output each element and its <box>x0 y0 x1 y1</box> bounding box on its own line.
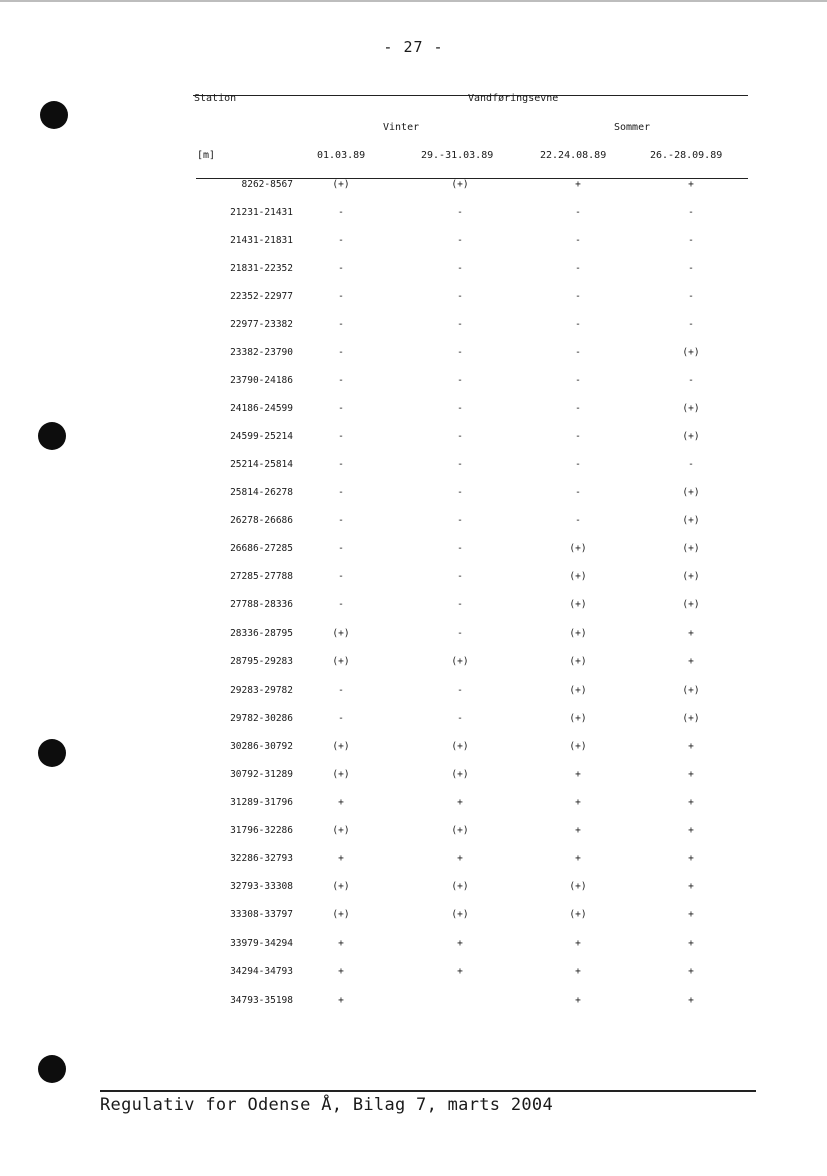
summer-2-cell: + <box>688 797 694 808</box>
punch-hole <box>40 101 68 129</box>
summer-1-cell: (+) <box>569 628 587 639</box>
table-row <box>188 347 748 361</box>
table-row <box>188 769 748 783</box>
table-row <box>188 966 748 980</box>
winter-1-cell: (+) <box>332 179 350 190</box>
summer-2-cell: (+) <box>682 571 700 582</box>
summer-1-cell: + <box>575 995 581 1006</box>
summer-1-cell: - <box>575 515 581 526</box>
winter-1-cell: - <box>338 571 344 582</box>
summer-1-cell: - <box>575 459 581 470</box>
winter-1-cell: - <box>338 599 344 610</box>
winter-1-cell: - <box>338 347 344 358</box>
station-cell: 26278-26686 <box>230 515 293 526</box>
punch-hole <box>38 1055 66 1083</box>
winter-1-cell: - <box>338 515 344 526</box>
station-cell: 21231-21431 <box>230 207 293 218</box>
summer-1-cell: (+) <box>569 599 587 610</box>
winter-2-cell: - <box>457 599 463 610</box>
summer-1-cell: - <box>575 319 581 330</box>
summer-2-cell: - <box>688 459 694 470</box>
summer-2-cell: + <box>688 628 694 639</box>
summer-1-cell: (+) <box>569 713 587 724</box>
winter-1-cell: - <box>338 685 344 696</box>
summer-2-cell: + <box>688 938 694 949</box>
table-row <box>188 543 748 557</box>
winter-1-cell: + <box>338 797 344 808</box>
summer-1-cell: + <box>575 825 581 836</box>
winter-2-cell: (+) <box>451 909 469 920</box>
station-cell: 32286-32793 <box>230 853 293 864</box>
winter-2-cell: - <box>457 207 463 218</box>
station-cell: 31796-32286 <box>230 825 293 836</box>
station-cell: 26686-27285 <box>230 543 293 554</box>
winter-2-cell: - <box>457 403 463 414</box>
summer-1-cell: - <box>575 235 581 246</box>
winter-2-cell: - <box>457 571 463 582</box>
winter-1-cell: (+) <box>332 909 350 920</box>
winter-2-cell: - <box>457 487 463 498</box>
winter-2-cell: - <box>457 685 463 696</box>
punch-hole <box>38 422 66 450</box>
footer-rule <box>100 1090 756 1092</box>
winter-2-cell: (+) <box>451 769 469 780</box>
summer-2-cell: (+) <box>682 599 700 610</box>
winter-1-cell: + <box>338 966 344 977</box>
table-row <box>188 797 748 811</box>
winter-2-cell: - <box>457 375 463 386</box>
summer-1-cell: - <box>575 403 581 414</box>
station-cell: 31289-31796 <box>230 797 293 808</box>
station-cell: 34793-35198 <box>230 995 293 1006</box>
summer-2-cell: + <box>688 881 694 892</box>
header-station: Station <box>194 93 237 104</box>
summer-1-cell: + <box>575 769 581 780</box>
winter-2-cell: (+) <box>451 825 469 836</box>
table-row <box>188 741 748 755</box>
station-cell: 23790-24186 <box>230 375 293 386</box>
summer-1-cell: + <box>575 966 581 977</box>
summer-2-cell: - <box>688 291 694 302</box>
winter-2-cell: (+) <box>451 881 469 892</box>
station-cell: 28336-28795 <box>230 628 293 639</box>
winter-2-cell: - <box>457 291 463 302</box>
summer-2-cell: (+) <box>682 431 700 442</box>
summer-2-cell: (+) <box>682 515 700 526</box>
winter-1-cell: - <box>338 263 344 274</box>
summer-2-cell: + <box>688 769 694 780</box>
summer-1-cell: - <box>575 347 581 358</box>
winter-2-cell: - <box>457 515 463 526</box>
table-row <box>188 235 748 249</box>
winter-1-cell: (+) <box>332 825 350 836</box>
header-vandforingsevne: Vandføringsevne <box>468 93 559 104</box>
winter-2-cell: - <box>457 235 463 246</box>
summer-2-cell: + <box>688 656 694 667</box>
summer-1-cell: - <box>575 375 581 386</box>
summer-1-cell: (+) <box>569 909 587 920</box>
station-cell: 30792-31289 <box>230 769 293 780</box>
summer-2-cell: + <box>688 995 694 1006</box>
winter-1-cell: - <box>338 319 344 330</box>
table-row <box>188 487 748 501</box>
summer-2-cell: + <box>688 825 694 836</box>
summer-2-cell: + <box>688 741 694 752</box>
table-row <box>188 938 748 952</box>
winter-2-cell: + <box>457 966 463 977</box>
station-cell: 22352-22977 <box>230 291 293 302</box>
table-row <box>188 571 748 585</box>
station-cell: 29283-29782 <box>230 685 293 696</box>
winter-2-cell: - <box>457 431 463 442</box>
winter-1-cell: - <box>338 235 344 246</box>
scan-top-edge <box>0 0 827 2</box>
summer-2-cell: + <box>688 966 694 977</box>
summer-1-cell: - <box>575 207 581 218</box>
winter-1-cell: - <box>338 207 344 218</box>
winter-1-cell: + <box>338 995 344 1006</box>
winter-1-cell: - <box>338 487 344 498</box>
winter-2-cell: - <box>457 713 463 724</box>
station-cell: 27788-28336 <box>230 599 293 610</box>
header-winter: Vinter <box>383 122 420 133</box>
station-cell: 22977-23382 <box>230 319 293 330</box>
summer-1-cell: (+) <box>569 571 587 582</box>
station-cell: 30286-30792 <box>230 741 293 752</box>
summer-2-cell: + <box>688 179 694 190</box>
header-date-winter-1: 01.03.89 <box>317 150 366 161</box>
summer-2-cell: (+) <box>682 347 700 358</box>
station-cell: 24186-24599 <box>230 403 293 414</box>
winter-1-cell: - <box>338 375 344 386</box>
summer-2-cell: + <box>688 909 694 920</box>
table-row <box>188 291 748 305</box>
station-cell: 24599-25214 <box>230 431 293 442</box>
winter-2-cell: + <box>457 938 463 949</box>
table-row <box>188 431 748 445</box>
winter-2-cell: (+) <box>451 741 469 752</box>
winter-2-cell: + <box>457 797 463 808</box>
station-cell: 28795-29283 <box>230 656 293 667</box>
winter-2-cell: (+) <box>451 656 469 667</box>
summer-1-cell: (+) <box>569 685 587 696</box>
summer-1-cell: - <box>575 291 581 302</box>
header-unit: [m] <box>197 150 216 161</box>
winter-1-cell: (+) <box>332 656 350 667</box>
table-row <box>188 656 748 670</box>
winter-2-cell: - <box>457 628 463 639</box>
table-row <box>188 628 748 642</box>
summer-2-cell: - <box>688 319 694 330</box>
summer-2-cell: (+) <box>682 403 700 414</box>
summer-2-cell: - <box>688 207 694 218</box>
winter-2-cell: - <box>457 543 463 554</box>
station-cell: 32793-33308 <box>230 881 293 892</box>
winter-1-cell: (+) <box>332 628 350 639</box>
winter-1-cell: - <box>338 403 344 414</box>
table-row <box>188 179 748 193</box>
summer-2-cell: (+) <box>682 543 700 554</box>
winter-1-cell: - <box>338 291 344 302</box>
header-summer: Sommer <box>614 122 651 133</box>
station-cell: 25214-25814 <box>230 459 293 470</box>
winter-1-cell: - <box>338 459 344 470</box>
station-cell: 23382-23790 <box>230 347 293 358</box>
summer-2-cell: + <box>688 853 694 864</box>
station-cell: 25814-26278 <box>230 487 293 498</box>
winter-2-cell: + <box>457 853 463 864</box>
winter-1-cell: (+) <box>332 741 350 752</box>
summer-2-cell: - <box>688 235 694 246</box>
winter-1-cell: - <box>338 543 344 554</box>
page-number: - 27 - <box>383 38 444 56</box>
table-row <box>188 403 748 417</box>
winter-2-cell: - <box>457 459 463 470</box>
summer-1-cell: (+) <box>569 656 587 667</box>
summer-1-cell: + <box>575 179 581 190</box>
station-cell: 21431-21831 <box>230 235 293 246</box>
table-row <box>188 825 748 839</box>
winter-2-cell: - <box>457 347 463 358</box>
header-date-winter-2: 29.-31.03.89 <box>421 150 494 161</box>
winter-1-cell: + <box>338 938 344 949</box>
summer-1-cell: (+) <box>569 881 587 892</box>
table-row <box>188 207 748 221</box>
station-cell: 21831-22352 <box>230 263 293 274</box>
table-row <box>188 995 748 1009</box>
table-row <box>188 599 748 613</box>
winter-2-cell: - <box>457 263 463 274</box>
winter-1-cell: + <box>338 853 344 864</box>
station-cell: 29782-30286 <box>230 713 293 724</box>
summer-1-cell: - <box>575 263 581 274</box>
header-date-summer-1: 22.24.08.89 <box>540 150 607 161</box>
table-row <box>188 263 748 277</box>
table-row <box>188 713 748 727</box>
winter-1-cell: - <box>338 431 344 442</box>
summer-1-cell: + <box>575 797 581 808</box>
winter-1-cell: (+) <box>332 769 350 780</box>
summer-1-cell: - <box>575 431 581 442</box>
table-row <box>188 909 748 923</box>
summer-1-cell: + <box>575 853 581 864</box>
table-row <box>188 459 748 473</box>
station-cell: 34294-34793 <box>230 966 293 977</box>
table-row <box>188 881 748 895</box>
summer-2-cell: - <box>688 263 694 274</box>
station-cell: 33308-33797 <box>230 909 293 920</box>
table-row <box>188 685 748 699</box>
table-row <box>188 853 748 867</box>
winter-2-cell: (+) <box>451 179 469 190</box>
table-row <box>188 515 748 529</box>
winter-1-cell: - <box>338 713 344 724</box>
header-date-summer-2: 26.-28.09.89 <box>650 150 723 161</box>
station-cell: 27285-27788 <box>230 571 293 582</box>
footer-text: Regulativ for Odense Å, Bilag 7, marts 2004 <box>100 1095 553 1115</box>
table-row <box>188 375 748 389</box>
punch-hole <box>38 739 66 767</box>
station-cell: 33979-34294 <box>230 938 293 949</box>
summer-1-cell: (+) <box>569 543 587 554</box>
summer-2-cell: (+) <box>682 487 700 498</box>
winter-1-cell: (+) <box>332 881 350 892</box>
summer-2-cell: (+) <box>682 713 700 724</box>
summer-2-cell: (+) <box>682 685 700 696</box>
winter-2-cell: - <box>457 319 463 330</box>
summer-1-cell: - <box>575 487 581 498</box>
summer-2-cell: - <box>688 375 694 386</box>
summer-1-cell: (+) <box>569 741 587 752</box>
station-cell: 8262-8567 <box>241 179 293 190</box>
table-row <box>188 319 748 333</box>
summer-1-cell: + <box>575 938 581 949</box>
